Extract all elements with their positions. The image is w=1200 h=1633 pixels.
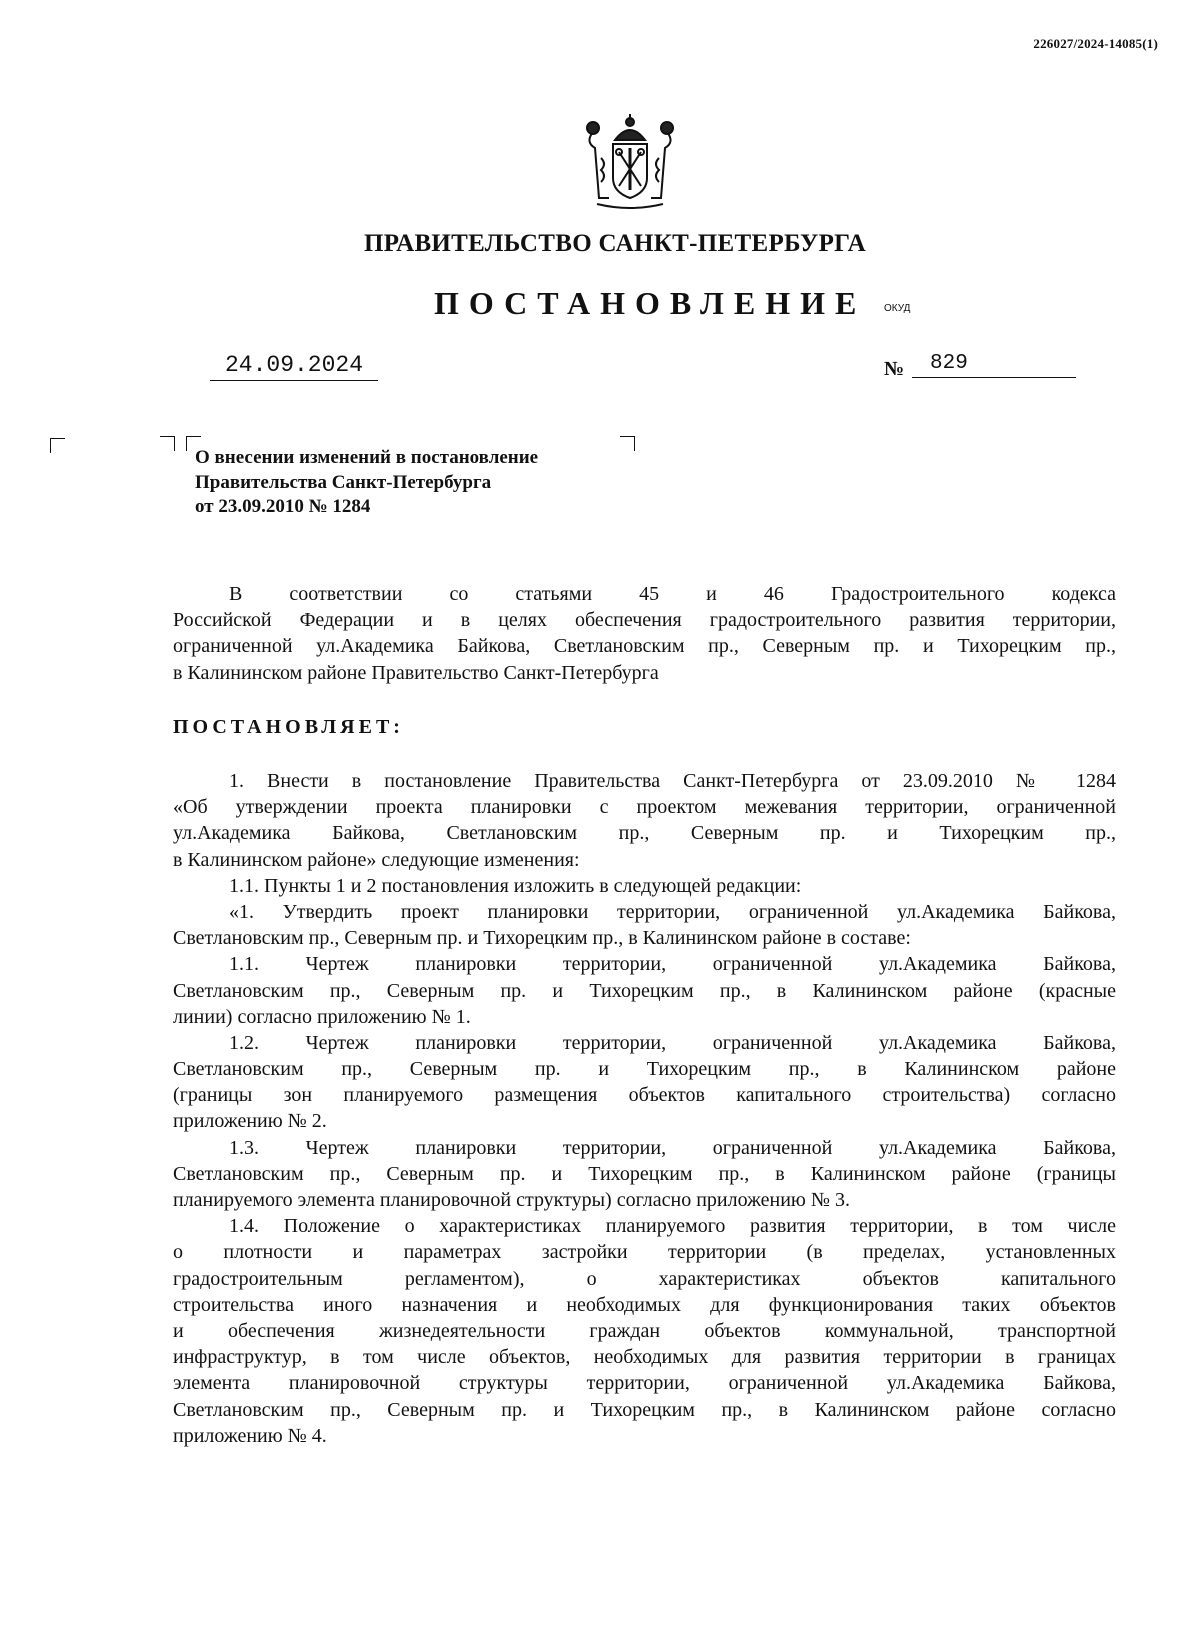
text-line: 1.4. Положение о характеристиках планируемого развития территории, в том числе [229, 1215, 1116, 1238]
text-line: элемента планировочной структуры территории, ограниченной ул.Академика Байкова, [173, 1372, 1116, 1395]
text-line: инфраструктур, в том числе объектов, необходимых для развития территории в границах [173, 1346, 1116, 1369]
text-line: приложению № 4. [173, 1424, 327, 1447]
text-line: 1.3. Чертеж планировки территории, ограниченной ул.Академика Байкова, [229, 1136, 1116, 1159]
text-line: В соответствии со статьями 45 и 46 Градостроительного кодекса [229, 583, 1116, 605]
okud-label: ОКУД [884, 303, 911, 314]
subject-left-corner-mark [160, 436, 175, 451]
text-line: планируемого элемента планировочной структуры) согласно приложению № 3. [173, 1189, 850, 1211]
text-line: 1. Внести в постановление Правительства Санкт-Петербурга от 23.09.2010 № 1284 [229, 770, 1116, 792]
text-line: о плотности и параметрах застройки территории (в пределах, установленных [173, 1241, 1116, 1264]
document-registration-number: 226027/2024-14085(1) [1033, 36, 1158, 51]
text-line: в Калининском районе» следующие изменения: [173, 848, 580, 871]
subject-right-corner-mark [620, 436, 635, 451]
subject-line: Правительства Санкт-Петербурга [195, 471, 492, 493]
text-line: Российской Федерации и в целях обеспечения градостроительного развития территории, [173, 609, 1116, 632]
text-line: (границы зон планируемого размещения объектов капитального строительства) согласно [173, 1084, 1116, 1107]
text-line: Светлановским пр., Северным пр. и Тихорецким пр., в Калининском районе согласно [173, 1398, 1116, 1421]
text-line: Светлановским пр., Северным пр. и Тихорецким пр., в Калининском районе (красные [173, 979, 1116, 1002]
subject-line: от 23.09.2010 № 1284 [195, 496, 371, 517]
text-line: строительства иного назначения и необходимых для функционирования таких объектов [173, 1293, 1116, 1316]
text-line: градостроительным регламентом), о характеристиках объектов капитального [173, 1267, 1116, 1290]
text-line: в Калининском районе Правительство Санкт-Петербурга [173, 661, 659, 684]
text-line: и обеспечения жизнедеятельности граждан объектов коммунальной, транспортной [173, 1319, 1116, 1342]
text-line: ул.Академика Байкова, Светлановским пр., Северным пр. и Тихорецким пр., [173, 822, 1116, 845]
text-line: «Об утверждении проекта планировки с проектом межевания территории, ограниченной [173, 796, 1116, 819]
text-line: 1.1. Пункты 1 и 2 постановления изложить в следующей редакции: [229, 874, 802, 897]
subject-line: О внесении изменений в постановление [195, 447, 539, 468]
text-line: Светлановским пр., Северным пр. и Тихорецким пр., в Калининском районе [173, 1058, 1116, 1081]
document-subject [195, 446, 538, 520]
resolution-body [173, 768, 1116, 1449]
text-line: Светлановским пр., Северным пр. и Тихорецким пр., в Калининском районе в составе: [173, 927, 911, 950]
text-line: ограниченной ул.Академика Байкова, Светлановским пр., Северным пр. и Тихорецким пр., [173, 635, 1116, 658]
text-line: Светлановским пр., Северным пр. и Тихорецким пр., в Калининском районе (границы [173, 1162, 1116, 1185]
document-date: 24.09.2024 [210, 352, 378, 381]
text-line: «1. Утвердить проект планировки территории, ограниченной ул.Академика Байкова, [229, 900, 1116, 923]
issuing-authority: ПРАВИТЕЛЬСТВО САНКТ-ПЕТЕРБУРГА [363, 230, 867, 257]
number-label: № [884, 358, 905, 380]
text-line: 1.1. Чертеж планировки территории, ограниченной ул.Академика Байкова, [229, 953, 1116, 976]
document-type: ПОСТАНОВЛЕНИЕ [434, 285, 867, 321]
text-line: линии) согласно приложению № 1. [173, 1005, 471, 1028]
preamble-paragraph [173, 581, 1116, 686]
resolves-heading: ПОСТАНОВЛЯЕТ: [173, 716, 404, 738]
text-line: 1.2. Чертеж планировки территории, ограниченной ул.Академика Байкова, [229, 1031, 1116, 1054]
saint-petersburg-coat-of-arms-icon [575, 112, 685, 212]
document-number: 829 [912, 352, 1076, 378]
text-line: приложению № 2. [173, 1110, 327, 1133]
left-margin-corner-mark [50, 438, 65, 453]
